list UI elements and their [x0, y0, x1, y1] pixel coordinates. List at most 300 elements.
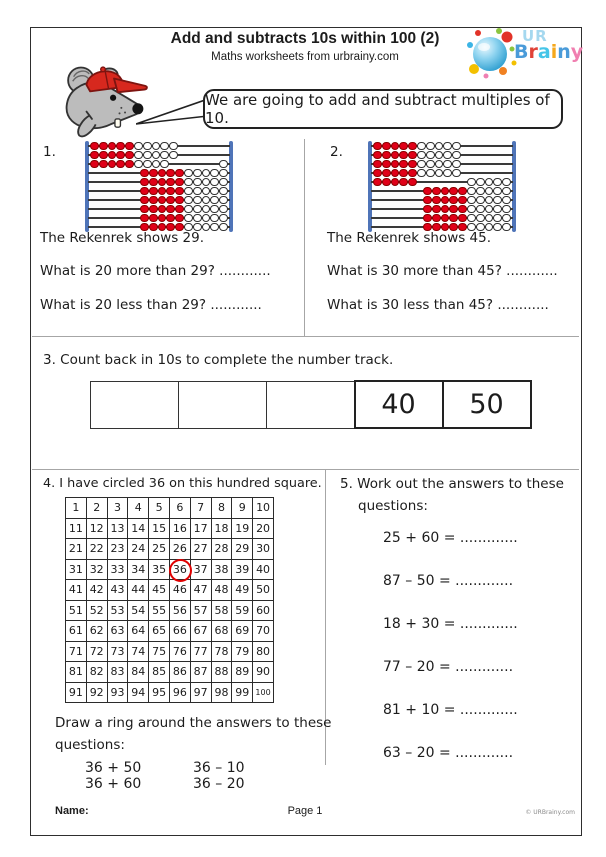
rekenrek-bead [441, 196, 450, 205]
rekenrek-bead [502, 187, 511, 196]
hundred-square-cell: 63 [107, 621, 128, 642]
rekenrek-bead [149, 187, 158, 196]
page-number: Page 1 [287, 805, 323, 817]
horizontal-divider-2 [32, 469, 579, 470]
rekenrek-bead [158, 205, 167, 214]
rekenrek-bead [158, 196, 167, 205]
hundred-square-cell: 21 [66, 539, 87, 560]
rekenrek-bead [423, 205, 432, 214]
number-track [90, 380, 532, 429]
rekenrek-bead [423, 196, 432, 205]
hundred-square-cell: 88 [211, 662, 232, 683]
rekenrek-bead [184, 187, 193, 196]
rekenrek-bead [493, 187, 502, 196]
rekenrek-bead [417, 151, 426, 160]
rekenrek-bead [391, 160, 400, 169]
rekenrek-bead [184, 169, 193, 178]
hundred-square-cell: 40 [253, 559, 274, 580]
hundred-square-cell: 2 [86, 498, 107, 519]
rekenrek-bead [391, 178, 400, 187]
hundred-square-cell: 42 [86, 580, 107, 601]
rekenrek-bead [219, 160, 228, 169]
rekenrek-bead [175, 187, 184, 196]
logo-letter: r [528, 41, 538, 63]
rekenrek-bead [449, 205, 458, 214]
rekenrek-bead [202, 169, 211, 178]
rekenrek-bead [158, 214, 167, 223]
rekenrek-bead [485, 196, 494, 205]
rekenrek-bead [184, 196, 193, 205]
hundred-square-cell: 33 [107, 559, 128, 580]
hundred-square-cell: 76 [169, 641, 190, 662]
hundred-square-cell: 16 [169, 518, 190, 539]
page-subtitle: Maths worksheets from urbrainy.com [211, 51, 399, 63]
rekenrek-bead [219, 223, 228, 232]
rekenrek-bead [90, 151, 99, 160]
hundred-square-cell: 83 [107, 662, 128, 683]
q5-items [383, 530, 518, 761]
q4-label: 4. I have circled 36 on this hundred square. [43, 476, 322, 491]
q5-heading-line2: questions: [358, 498, 428, 514]
rekenrek-bead [449, 187, 458, 196]
rekenrek-bead [408, 169, 417, 178]
hundred-square-cell: 18 [211, 518, 232, 539]
q2-question-less: What is 30 less than 45? ............ [327, 297, 549, 313]
rekenrek-bead [458, 214, 467, 223]
rekenrek-bead [99, 160, 108, 169]
rekenrek-bead [467, 196, 476, 205]
rekenrek-bead [467, 187, 476, 196]
hundred-square-cell: 53 [107, 600, 128, 621]
hundred-square-cell: 22 [86, 539, 107, 560]
rekenrek-bead [210, 196, 219, 205]
q1-question-more: What is 20 more than 29? ............ [40, 263, 271, 279]
hundred-square-cell: 94 [128, 682, 149, 703]
rekenrek-bead [467, 214, 476, 223]
rekenrek-bead [493, 196, 502, 205]
rekenrek-bead [399, 151, 408, 160]
hundred-square-cell: 74 [128, 641, 149, 662]
hundred-square-cell: 68 [211, 621, 232, 642]
hundred-square-cell: 98 [211, 682, 232, 703]
rekenrek-bead [210, 187, 219, 196]
hundred-square-cell: 72 [86, 641, 107, 662]
hundred-square-cell: 32 [86, 559, 107, 580]
rekenrek-bead [502, 178, 511, 187]
rekenrek-bead [449, 196, 458, 205]
rekenrek-bead [435, 160, 444, 169]
rekenrek-bead [426, 142, 435, 151]
rekenrek-bead [140, 169, 149, 178]
rekenrek-bead [193, 178, 202, 187]
rekenrek-bead [193, 205, 202, 214]
logo-letter: B [514, 41, 529, 63]
rekenrek-bead [219, 214, 228, 223]
rekenrek-bead [391, 142, 400, 151]
rekenrek-bead [160, 160, 169, 169]
rekenrek-bead [140, 178, 149, 187]
rekenrek-bead [202, 205, 211, 214]
hundred-square-cell: 41 [66, 580, 87, 601]
rekenrek-bead [184, 214, 193, 223]
expression: 36 – 20 [193, 776, 245, 792]
hundred-square-cell: 93 [107, 682, 128, 703]
rekenrek-bead [219, 169, 228, 178]
vertical-divider-q1-q2 [304, 139, 305, 336]
hundred-square-cell: 99 [232, 682, 253, 703]
hundred-square-cell: 62 [86, 621, 107, 642]
rekenrek-bead [202, 178, 211, 187]
rekenrek-bead [140, 214, 149, 223]
hundred-square-cell: 15 [149, 518, 170, 539]
hundred-square-cell: 80 [253, 641, 274, 662]
copyright: © URBrainy.com [525, 809, 575, 816]
rekenrek-bead [502, 223, 511, 232]
rekenrek-bead [408, 151, 417, 160]
rekenrek-bead [458, 196, 467, 205]
hundred-square-cell: 79 [232, 641, 253, 662]
urbrainy-logo [466, 27, 584, 79]
logo-brainy-text [514, 41, 583, 63]
rekenrek-bead [193, 196, 202, 205]
rekenrek-bead [382, 169, 391, 178]
name-label: Name: [55, 805, 89, 817]
rekenrek-bead [485, 187, 494, 196]
rekenrek-bead [219, 187, 228, 196]
rekenrek-bead [149, 178, 158, 187]
hundred-square-cell: 10 [253, 498, 274, 519]
hundred-square-cell: 29 [232, 539, 253, 560]
q2-rekenrek [368, 141, 516, 232]
q2-number: 2. [330, 144, 343, 160]
rekenrek-bead [408, 160, 417, 169]
rekenrek-bead [169, 142, 178, 151]
hundred-square-cell: 95 [149, 682, 170, 703]
hundred-square-cell: 28 [211, 539, 232, 560]
hundred-square-cell: 49 [232, 580, 253, 601]
hundred-square-cell: 39 [232, 559, 253, 580]
rekenrek-bead [166, 205, 175, 214]
hundred-square-cell: 9 [232, 498, 253, 519]
hundred-square-cell: 70 [253, 621, 274, 642]
rekenrek-bead [158, 178, 167, 187]
rekenrek-bead [452, 160, 461, 169]
rekenrek-bead [408, 142, 417, 151]
rekenrek-bead [502, 214, 511, 223]
hundred-square-cell: 91 [66, 682, 87, 703]
rekenrek-bead [193, 169, 202, 178]
rekenrek-bead [373, 169, 382, 178]
rekenrek-bead [108, 151, 117, 160]
rekenrek-bead [90, 142, 99, 151]
rekenrek-bead [441, 205, 450, 214]
hundred-square-cell: 55 [149, 600, 170, 621]
logo-letter: i [550, 41, 558, 63]
rekenrek-bead [476, 214, 485, 223]
hundred-square-cell: 61 [66, 621, 87, 642]
rekenrek-bead [116, 151, 125, 160]
hundred-square-cell: 46 [169, 580, 190, 601]
q5-sum-item: 77 – 20 = ............. [383, 659, 514, 675]
q1-question-less: What is 20 less than 29? ............ [40, 297, 262, 313]
rekenrek-bead [443, 142, 452, 151]
rekenrek-bead [175, 205, 184, 214]
hundred-square-cell: 12 [86, 518, 107, 539]
rekenrek-bead [493, 223, 502, 232]
hundred-square-cell: 45 [149, 580, 170, 601]
rekenrek-bead [140, 196, 149, 205]
rekenrek-bead [432, 205, 441, 214]
rekenrek-bead [417, 142, 426, 151]
hundred-square-cell: 26 [169, 539, 190, 560]
rekenrek-bead [202, 214, 211, 223]
rekenrek-bead [426, 151, 435, 160]
circled-number-ring [169, 559, 192, 582]
rekenrek-bead [158, 169, 167, 178]
rekenrek-bead [382, 178, 391, 187]
hundred-square-cell: 37 [190, 559, 211, 580]
rekenrek-bead [399, 178, 408, 187]
hundred-square-cell: 1 [66, 498, 87, 519]
logo-letter: y [570, 41, 584, 63]
rekenrek-bead [210, 178, 219, 187]
hundred-square-cell: 13 [107, 518, 128, 539]
hundred-square-cell: 96 [169, 682, 190, 703]
rekenrek-bead [202, 187, 211, 196]
rekenrek-bead [417, 169, 426, 178]
rekenrek-bead [435, 142, 444, 151]
rekenrek-bead [493, 205, 502, 214]
rekenrek-bead [485, 214, 494, 223]
hundred-square-cell: 60 [253, 600, 274, 621]
q4-expressions [85, 760, 315, 792]
q5-sum-item: 25 + 60 = ............. [383, 530, 518, 546]
track-cell-empty [91, 381, 179, 428]
rekenrek-bead [143, 151, 152, 160]
hundred-square-cell: 19 [232, 518, 253, 539]
rekenrek-bead [99, 151, 108, 160]
q5-sum-item: 63 – 20 = ............. [383, 745, 514, 761]
rekenrek-bead [125, 160, 134, 169]
rekenrek-bead [476, 187, 485, 196]
hundred-square-cell: 3 [107, 498, 128, 519]
hundred-square-cell: 4 [128, 498, 149, 519]
hundred-square-cell: 31 [66, 559, 87, 580]
rekenrek-bead [382, 160, 391, 169]
hundred-square-cell: 6 [169, 498, 190, 519]
track-cell-filled: 40 [355, 381, 443, 428]
q5-sum-item: 87 – 50 = ............. [383, 573, 514, 589]
rekenrek-bead [493, 178, 502, 187]
rekenrek-bead [184, 205, 193, 214]
hundred-square-cell: 81 [66, 662, 87, 683]
rekenrek-bead [99, 142, 108, 151]
rekenrek-bead [184, 178, 193, 187]
rekenrek-bead [417, 160, 426, 169]
hundred-square-cell: 5 [149, 498, 170, 519]
q5-sum-item: 18 + 30 = ............. [383, 616, 518, 632]
rekenrek-bead [166, 214, 175, 223]
rekenrek-bead [476, 205, 485, 214]
rekenrek-bead [435, 169, 444, 178]
rekenrek-bead [485, 205, 494, 214]
hundred-square-cell: 8 [211, 498, 232, 519]
rekenrek-bead [432, 196, 441, 205]
hundred-square-cell: 27 [190, 539, 211, 560]
hundred-square-cell: 77 [190, 641, 211, 662]
rekenrek-bead [175, 169, 184, 178]
hundred-square-cell: 11 [66, 518, 87, 539]
rekenrek-bead [467, 178, 476, 187]
page-title: Add and subtracts 10s within 100 (2) [170, 30, 440, 47]
rekenrek-bead [134, 160, 143, 169]
rekenrek-bead [391, 169, 400, 178]
rekenrek-bead [426, 169, 435, 178]
rekenrek-bead [116, 142, 125, 151]
hundred-square-cell: 51 [66, 600, 87, 621]
hundred-square-cell: 82 [86, 662, 107, 683]
rekenrek-bead [125, 142, 134, 151]
hundred-square-cell: 71 [66, 641, 87, 662]
q4-instruction-line2: questions: [55, 737, 125, 753]
rekenrek-bead [193, 187, 202, 196]
hundred-square-cell: 100 [253, 682, 274, 703]
speech-bubble-tail [136, 94, 208, 128]
hundred-square-cell: 44 [128, 580, 149, 601]
rekenrek-bead [219, 205, 228, 214]
hundred-square-cell: 97 [190, 682, 211, 703]
q4-instruction-line1: Draw a ring around the answers to these [55, 715, 332, 731]
rekenrek-bead [493, 214, 502, 223]
hundred-square-cell: 23 [107, 539, 128, 560]
rekenrek-bead [373, 151, 382, 160]
hundred-square-cell: 90 [253, 662, 274, 683]
rekenrek-bead [134, 142, 143, 151]
track-cell-empty [267, 381, 355, 428]
rekenrek-bead [166, 187, 175, 196]
q5-heading-line1: 5. Work out the answers to these [340, 476, 564, 492]
hundred-square-cell: 17 [190, 518, 211, 539]
rekenrek-bead [158, 187, 167, 196]
q1-number: 1. [43, 144, 56, 160]
hundred-square-cell: 57 [190, 600, 211, 621]
rekenrek-bead [175, 196, 184, 205]
rekenrek-bead [166, 178, 175, 187]
rekenrek-bead [108, 160, 117, 169]
hundred-square-cell: 24 [128, 539, 149, 560]
rekenrek-bead [160, 151, 169, 160]
hundred-square-cell: 35 [149, 559, 170, 580]
rekenrek-bead [175, 178, 184, 187]
rekenrek-bead [108, 142, 117, 151]
hundred-square-cell: 73 [107, 641, 128, 662]
track-cell-empty [179, 381, 267, 428]
hundred-square-cell: 58 [211, 600, 232, 621]
logo-letter: n [557, 41, 571, 63]
q5-sum-item: 81 + 10 = ............. [383, 702, 518, 718]
hundred-square-cell: 92 [86, 682, 107, 703]
hundred-square-cell: 30 [253, 539, 274, 560]
q3-label: 3. Count back in 10s to complete the number track. [43, 352, 394, 368]
rekenrek-bead [134, 151, 143, 160]
rekenrek-bead [116, 160, 125, 169]
q2-caption: The Rekenrek shows 45. [327, 230, 492, 246]
rekenrek-bead [476, 196, 485, 205]
rekenrek-bead [152, 160, 161, 169]
rekenrek-bead [210, 169, 219, 178]
rekenrek-bead [399, 160, 408, 169]
hundred-square-cell: 54 [128, 600, 149, 621]
hundred-square-cell: 47 [190, 580, 211, 601]
expression: 36 – 10 [193, 760, 245, 776]
hundred-square-cell: 75 [149, 641, 170, 662]
hundred-square-cell: 52 [86, 600, 107, 621]
hundred-square-cell: 38 [211, 559, 232, 580]
hundred-square-cell: 34 [128, 559, 149, 580]
horizontal-divider-1 [32, 336, 579, 337]
rekenrek-bead [467, 205, 476, 214]
track-cell-filled: 50 [443, 381, 531, 428]
logo-letter: a [537, 41, 551, 63]
rekenrek-bead [399, 142, 408, 151]
rekenrek-bead [441, 214, 450, 223]
rekenrek-bead [408, 178, 417, 187]
speech-bubble: We are going to add and subtract multiples of 10. [203, 89, 563, 129]
hundred-square [65, 497, 274, 703]
rekenrek-bead [166, 196, 175, 205]
hundred-square-cell: 66 [169, 621, 190, 642]
hundred-square-cell: 69 [232, 621, 253, 642]
hundred-square-cell: 20 [253, 518, 274, 539]
hundred-square-cell: 25 [149, 539, 170, 560]
rekenrek-bead [476, 178, 485, 187]
rekenrek-bead [149, 169, 158, 178]
hundred-square-cell: 59 [232, 600, 253, 621]
expression-row [85, 760, 315, 776]
rekenrek-bead [140, 187, 149, 196]
rekenrek-bead [193, 214, 202, 223]
rekenrek-bead [502, 196, 511, 205]
hundred-square-cell: 56 [169, 600, 190, 621]
rekenrek-bead [382, 151, 391, 160]
rekenrek-bead [441, 187, 450, 196]
rekenrek-bead [452, 169, 461, 178]
rekenrek-bead [432, 214, 441, 223]
rekenrek-bead [432, 187, 441, 196]
rekenrek-bead [435, 151, 444, 160]
hundred-square-cell: 85 [149, 662, 170, 683]
rekenrek-bead [423, 214, 432, 223]
rekenrek-bead [210, 214, 219, 223]
hundred-square-cell: 86 [169, 662, 190, 683]
rekenrek-bead [210, 223, 219, 232]
rekenrek-bead [125, 151, 134, 160]
rekenrek-bead [202, 196, 211, 205]
hundred-square-cell: 67 [190, 621, 211, 642]
rekenrek-bead [423, 187, 432, 196]
rekenrek-bead [426, 160, 435, 169]
rekenrek-bead [149, 196, 158, 205]
rekenrek-bead [140, 205, 149, 214]
hundred-square-cell: 64 [128, 621, 149, 642]
rekenrek-bead [443, 160, 452, 169]
hundred-square-cell: 43 [107, 580, 128, 601]
rekenrek-bead [149, 214, 158, 223]
hundred-square-cell: 50 [253, 580, 274, 601]
expression-row [85, 776, 315, 792]
rekenrek-bead [152, 142, 161, 151]
q1-caption: The Rekenrek shows 29. [40, 230, 205, 246]
